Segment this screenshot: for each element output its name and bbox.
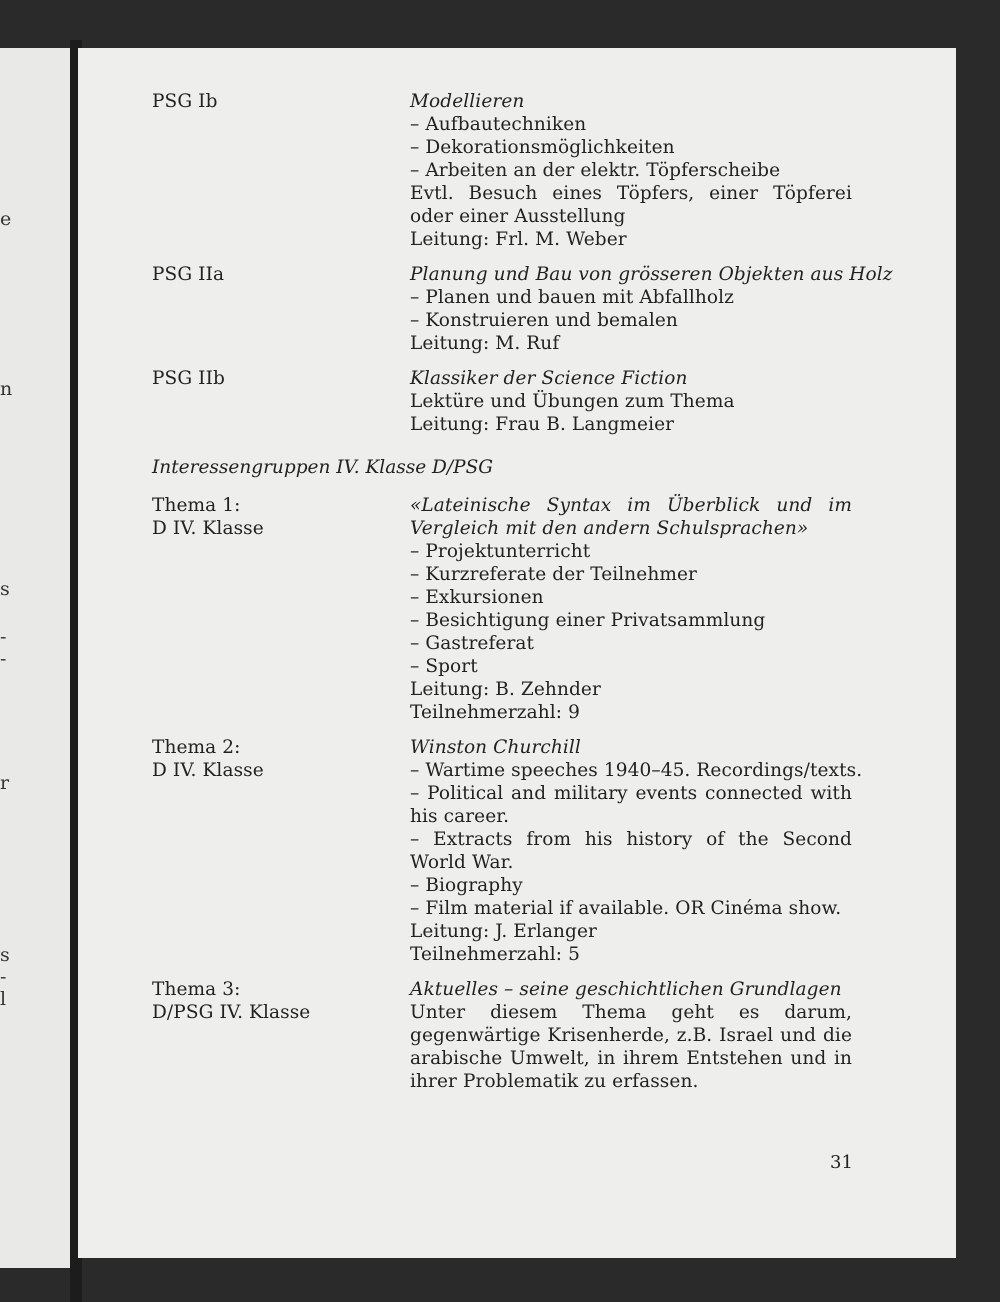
list-item: – Dekorationsmöglichkeiten (410, 137, 675, 158)
margin-char: - (0, 626, 7, 648)
section-title: Klassiker der Science Fiction (410, 368, 688, 389)
label-line: PSG IIb (152, 368, 225, 389)
document-page (78, 48, 956, 1258)
theme-content (410, 978, 852, 1093)
participant-count: Teilnehmerzahl: 5 (410, 944, 580, 965)
paragraph: Unter diesem Thema geht es darum, gegenwärtige Krisenherde, z.B. Israel und die arabische Umwelt, in ihrem Entstehen und in ihrer Problematik zu erfassen. (410, 1002, 852, 1092)
section-label (152, 263, 224, 286)
list-item: – Kurzreferate der Teilnehmer (410, 564, 697, 585)
margin-char: s (0, 944, 10, 966)
theme-label (152, 494, 264, 540)
theme-label (152, 978, 310, 1024)
list-item: – Gastreferat (410, 633, 535, 654)
label-line: D IV. Klasse (152, 518, 264, 539)
list-item: – Konstruieren und bemalen (410, 310, 678, 331)
label-line: Thema 3: (152, 979, 241, 1000)
list-item: – Planen und bauen mit Abfallholz (410, 287, 734, 308)
leader-line: Leitung: Frau B. Langmeier (410, 414, 675, 435)
margin-char: s (0, 578, 10, 600)
list-item: – Projektunterricht (410, 541, 591, 562)
list-item: – Extracts from his history of the Second World War. (410, 829, 852, 873)
facing-page-edge (0, 48, 76, 1268)
theme-content (410, 736, 863, 966)
participant-count: Teilnehmerzahl: 9 (410, 702, 580, 723)
margin-char: n (0, 378, 13, 400)
list-item: – Political and military events connected with his career. (410, 783, 852, 827)
list-item: – Sport (410, 656, 478, 677)
list-item: Lektüre und Übungen zum Thema (410, 391, 735, 412)
leader-line: Leitung: M. Ruf (410, 333, 560, 354)
section-label (152, 90, 218, 113)
list-item: – Aufbautechniken (410, 114, 587, 135)
label-line: D IV. Klasse (152, 760, 264, 781)
theme-label (152, 736, 264, 782)
list-item: – Exkursionen (410, 587, 544, 608)
theme-title: Aktuelles – seine geschichtlichen Grundlagen (410, 979, 842, 1000)
list-item: – Wartime speeches 1940–45. Recordings/texts. (410, 760, 863, 781)
label-line: PSG IIa (152, 264, 225, 285)
label-line: Thema 1: (152, 495, 241, 516)
list-item: – Film material if available. OR Cinéma show. (410, 898, 842, 919)
label-line: PSG Ib (152, 91, 218, 112)
leader-line: Leitung: J. Erlanger (410, 921, 597, 942)
margin-char: - (0, 648, 7, 670)
list-item: – Besichtigung einer Privatsammlung (410, 610, 766, 631)
theme-title: «Lateinische Syntax im Überblick und im Vergleich mit den andern Schulsprachen» (410, 495, 852, 539)
section-title: Modellieren (410, 91, 525, 112)
leader-line: Leitung: Frl. M. Weber (410, 229, 627, 250)
margin-char: - (0, 966, 7, 988)
margin-char: l (0, 988, 7, 1010)
section-content (410, 90, 852, 251)
margin-char: e (0, 208, 12, 230)
theme-content (410, 494, 852, 724)
leader-line: Leitung: B. Zehnder (410, 679, 601, 700)
margin-char: r (0, 772, 10, 794)
section-heading: Interessengruppen IV. Klasse D/PSG (152, 457, 494, 478)
list-item: – Biography (410, 875, 523, 896)
section-title: Planung und Bau von grösseren Objekten aus Holz (410, 264, 893, 285)
label-line: D/PSG IV. Klasse (152, 1002, 311, 1023)
section-content (410, 367, 852, 436)
section-label (152, 367, 225, 390)
page-number: 31 (830, 1152, 853, 1173)
section-content (410, 263, 893, 355)
theme-title: Winston Churchill (410, 737, 581, 758)
list-item: – Arbeiten an der elektr. Töpferscheibe (410, 160, 781, 181)
paragraph: Evtl. Besuch eines Töpfers, einer Töpferei oder einer Ausstellung (410, 183, 852, 227)
label-line: Thema 2: (152, 737, 241, 758)
